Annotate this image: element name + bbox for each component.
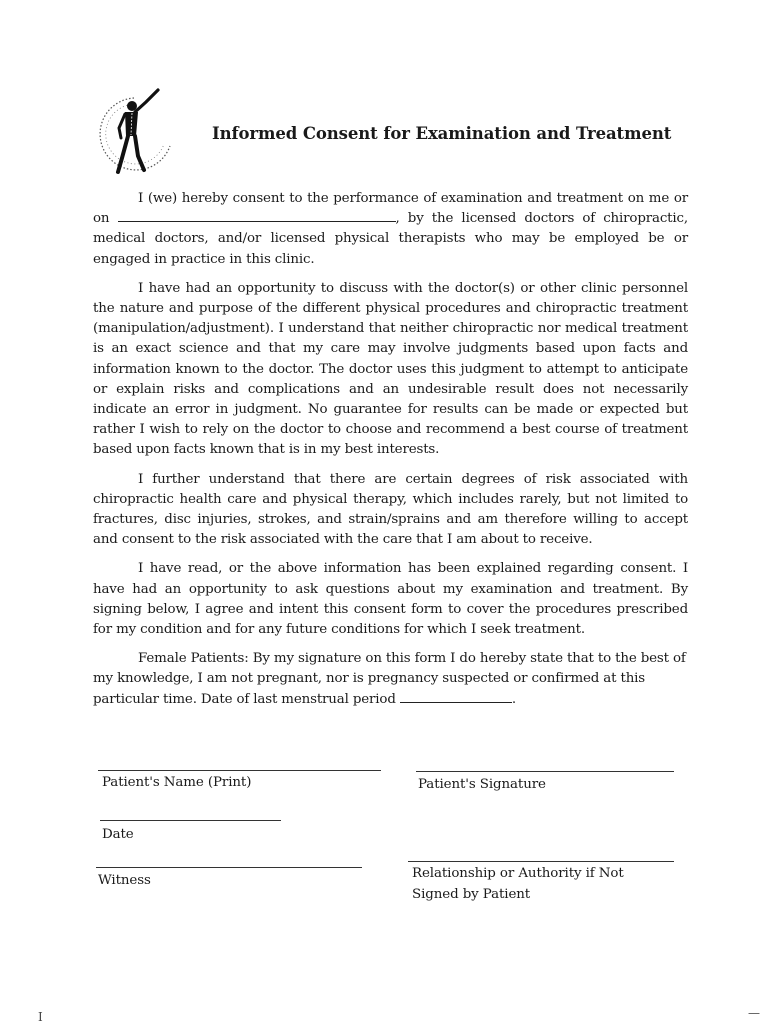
patient-signature-line[interactable] bbox=[416, 771, 674, 772]
footer-right-mark: — bbox=[748, 1006, 760, 1020]
patient-name-line[interactable] bbox=[98, 770, 381, 771]
relationship-line[interactable] bbox=[408, 861, 674, 862]
date-label: Date bbox=[102, 827, 134, 842]
patient-name-blank-line[interactable] bbox=[118, 210, 396, 222]
chiropractic-seal-figure-icon bbox=[88, 86, 180, 182]
consent-paragraph-3: I further understand that there are certain degrees of risk associated with chiropractic health care and physical therapy, which includes rarely, but not limited to fractures, disc injuries, strokes, and strain/sprains and am therefore willing to accept and consent to the risk associated with the care that I am about to receive. bbox=[93, 471, 688, 548]
consent-paragraph-2: I have had an opportunity to discuss with the doctor(s) or other clinic personnel the nature and purpose of the different physical procedures and chiropractic treatment (manipulation/adjustment). I understand that neither chiropractic nor medical treatment is an exact science and that my care may involve judgments based upon facts and information known to the doctor. The doctor uses this judgment to attempt to anticipate or explain risks and complications and an undesirable result does not necessarily indicate an error in judgment. No guarantee for results can be made or expected but rather I wish to rely on the doctor to choose and recommend a best course of treatment based upon facts known that is in my best interests. bbox=[93, 280, 688, 458]
patient-name-label: Patient's Name (Print) bbox=[102, 775, 252, 790]
page-title: Informed Consent for Examination and Treatment bbox=[212, 124, 672, 143]
witness-label: Witness bbox=[98, 873, 151, 888]
witness-line[interactable] bbox=[96, 867, 362, 868]
footer-left-mark: I bbox=[38, 1010, 43, 1024]
relationship-label-line1: Relationship or Authority if Not bbox=[412, 866, 624, 881]
consent-body bbox=[93, 189, 688, 719]
menstrual-date-blank-line[interactable] bbox=[400, 691, 512, 703]
consent-paragraph-5: Female Patients: By my signature on this form I do hereby state that to the best of my knowledge, I am not pregnant, nor is pregnancy suspected or confirmed at this particular time. Date of last menstrual period . bbox=[93, 651, 686, 707]
patient-signature-label: Patient's Signature bbox=[418, 777, 546, 792]
date-line[interactable] bbox=[100, 820, 281, 821]
consent-paragraph-1: I (we) hereby consent to the performance of examination and treatment on me or on , by the licensed doctors of chiropractic, medical doctors, and/or licensed physical therapists who may be employed be or engaged in practice in this clinic. bbox=[93, 191, 688, 267]
consent-paragraph-4: I have read, or the above information has been explained regarding consent. I have had an opportunity to ask questions about my examination and treatment. By signing below, I agree and intent this consent form to cover the procedures prescribed for my condition and for any future conditions for which I seek treatment. bbox=[93, 561, 688, 638]
relationship-label-line2: Signed by Patient bbox=[412, 887, 531, 902]
